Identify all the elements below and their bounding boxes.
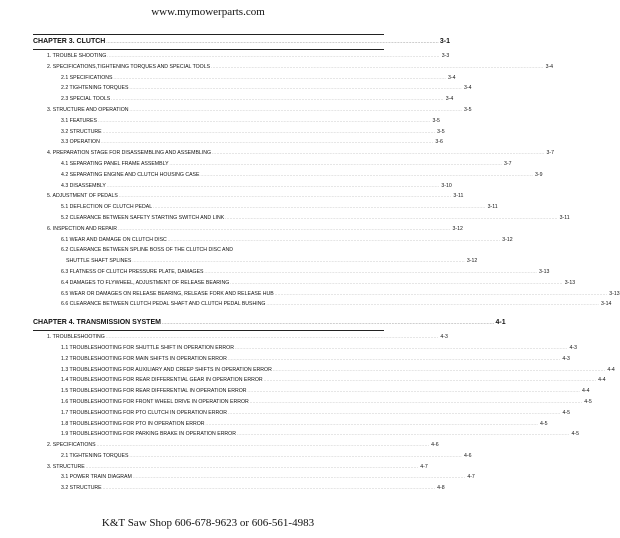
- toc-entry-page-number: 4-6: [463, 452, 472, 459]
- toc-entry[interactable]: [33, 365, 615, 376]
- toc-entry[interactable]: [33, 159, 512, 170]
- toc-entry-page-number: 3-7: [504, 160, 512, 167]
- dot-leader: ............................................................................................................................................................................................................................: [236, 431, 570, 437]
- toc-entry[interactable]: [33, 62, 554, 73]
- toc-entry-page-number: 3-5: [432, 117, 440, 124]
- toc-entry-title: 1.7 TROUBLESHOOTING FOR PTO CLUTCH IN OPERATION ERROR: [61, 409, 228, 416]
- toc-entry-page-number: 4-4: [582, 388, 590, 395]
- toc-entry-title: 4.1 SEPARATING PANEL FRAME ASSEMBLY: [61, 160, 169, 167]
- dot-leader: ............................................................................................................................................................................................................................: [274, 290, 608, 296]
- toc-entry-page-number: 3-7: [546, 150, 555, 157]
- toc-entry-title: 6.4 DAMAGES TO FLYWHEEL, ADJUSTMENT OF RELEASE BEARING: [61, 279, 230, 286]
- dot-leader: ............................................................................................................................................................................................................................: [266, 301, 599, 307]
- dot-leader: ............................................................................................................................................................................................................................: [212, 150, 545, 156]
- dot-leader: ............................................................................................................................................................................................................................: [263, 377, 597, 383]
- toc-entry-page-number: 4-4: [598, 377, 606, 384]
- dot-leader: ............................................................................................................................................................................................................................: [204, 268, 537, 274]
- toc-entry[interactable]: [33, 83, 472, 94]
- toc-entry-page-number: 3-13: [609, 290, 620, 297]
- toc-entry[interactable]: [33, 127, 445, 138]
- toc-entry[interactable]: [33, 191, 464, 202]
- toc-entry-title: 3. STRUCTURE AND OPERATION: [47, 106, 129, 113]
- dot-leader: ............................................................................................................................................................................................................................: [132, 258, 465, 264]
- toc-entry-page-number: 4-3: [569, 344, 577, 351]
- toc-entry-page-number: 3-4: [545, 63, 554, 70]
- chapter-section: [33, 35, 620, 310]
- toc-entry-page-number: 4-7: [467, 474, 475, 481]
- chapter-heading[interactable]: [33, 316, 506, 329]
- dot-leader: ............................................................................................................................................................................................................................: [117, 225, 451, 231]
- dot-leader: ............................................................................................................................................................................................................................: [169, 160, 503, 166]
- dot-leader: ............................................................................................................................................................................................................................: [111, 96, 444, 102]
- toc-entry[interactable]: [33, 73, 456, 84]
- toc-entry-page-number: 4-3: [562, 355, 570, 362]
- toc-entry-title: 2.1 TIGHTENING TORQUES: [61, 452, 129, 459]
- toc-entry[interactable]: [33, 267, 550, 278]
- chapter-heading[interactable]: [33, 35, 450, 48]
- chapter-divider: [33, 49, 384, 50]
- toc-entry-title: 3. STRUCTURE: [47, 463, 85, 470]
- toc-entry[interactable]: [33, 419, 548, 430]
- toc-entry-title: 2. SPECIFICATIONS,TIGHTENING TORQUES AND SPECIAL TOOLS: [47, 63, 211, 70]
- toc-entry-title: SHUTTLE SHAFT SPLINES: [66, 258, 132, 265]
- toc-entry-title: 2.3 SPECIAL TOOLS: [61, 96, 111, 103]
- dot-leader: ............................................................................................................................................................................................................................: [97, 117, 431, 123]
- toc-entry-title: 5. ADJUSTMENT OF PEDALS: [47, 193, 118, 200]
- toc-entry-page-number: 3-10: [441, 182, 452, 189]
- toc-entry-title: 2. SPECIFICATIONS: [47, 442, 96, 449]
- toc-entry[interactable]: [33, 235, 513, 246]
- toc-entry-page-number: 3-12: [502, 236, 513, 243]
- toc-entry-title: 6. INSPECTION AND REPAIR: [47, 225, 117, 232]
- toc-entry-page-number: 3-11: [559, 214, 570, 221]
- toc-entry-page-number: 3-9: [534, 171, 543, 178]
- toc-entry-title: 4.2 SEPARATING ENGINE AND CLUTCH HOUSING CASE: [61, 171, 200, 178]
- toc-entry-page-number: 3-3: [441, 53, 450, 59]
- toc-entry-title: 6.6 CLEARANCE BETWEEN CLUTCH PEDAL SHAFT AND CLUTCH PEDAL BUSHING: [61, 301, 266, 308]
- dot-leader: ............................................................................................................................................................................................................................: [272, 366, 606, 372]
- chapter-title: CHAPTER 4. TRANSMISSION SYSTEM: [33, 319, 161, 327]
- toc-entry-page-number: 3-11: [487, 204, 498, 211]
- toc-entry-page-number: 4-6: [431, 442, 439, 449]
- toc-entry[interactable]: [33, 451, 472, 462]
- dot-leader: ............................................................................................................................................................................................................................: [113, 74, 447, 80]
- toc-entry[interactable]: [33, 105, 472, 116]
- toc-entry-title: 6.5 WEAR OR DAMAGES ON RELEASE BEARING, RELEASE FORK AND RELEASE HUB: [61, 290, 274, 297]
- toc-entry[interactable]: [33, 343, 577, 354]
- toc-entry[interactable]: [33, 332, 448, 343]
- toc-entry-title: 3.3 OPERATION: [61, 139, 100, 146]
- toc-entry-page-number: 4-3: [440, 334, 448, 341]
- toc-entry-title: 1.5 TROUBLESHOOTING FOR REAR DIFFERENTIAL IN OPERATION ERROR: [61, 388, 247, 395]
- toc-entry[interactable]: [33, 429, 579, 440]
- dot-leader: ............................................................................................................................................................................................................................: [106, 182, 440, 188]
- dot-leader: ............................................................................................................................................................................................................................: [161, 320, 495, 326]
- toc-entry-title: 1. TROUBLE SHOOTING: [47, 53, 107, 59]
- dot-leader: ............................................................................................................................................................................................................................: [234, 344, 568, 350]
- toc-entry-title: 6.3 FLATNESS OF CLUTCH PRESSURE PLATE, DAMAGES: [61, 268, 204, 275]
- toc-entry-title: 5.2 CLEARANCE BETWEEN SAFETY STARTING SWITCH AND LINK: [61, 214, 225, 221]
- toc-entry-page-number: 3-13: [564, 279, 576, 286]
- toc-entry-title: 3.1 FEATURES: [61, 117, 97, 124]
- toc-entry-page-number: 4-7: [420, 463, 428, 470]
- toc-entry-page-number: 3-12: [466, 258, 478, 265]
- toc-entry-page-number: 3-6: [435, 139, 443, 146]
- toc-entry[interactable]: [33, 289, 620, 300]
- footer-contact: K&T Saw Shop 606-678-9623 or 606-561-4983: [101, 517, 315, 529]
- dot-leader: ............................................................................................................................................................................................................................: [100, 139, 434, 145]
- toc-entry[interactable]: [33, 51, 450, 62]
- dot-leader: ............................................................................................................................................................................................................................: [118, 193, 452, 199]
- toc-entry-title: 3.1 POWER TRAIN DIAGRAM: [61, 474, 132, 481]
- toc-entry-title: 1.6 TROUBLESHOOTING FOR FRONT WHEEL DRIVE IN OPERATION ERROR: [61, 398, 249, 405]
- dot-leader: ............................................................................................................................................................................................................................: [132, 474, 466, 480]
- toc-entry[interactable]: [33, 354, 570, 365]
- toc-entry[interactable]: [33, 462, 428, 473]
- chapter-page-number: 4-1: [495, 319, 506, 327]
- toc-entry[interactable]: [33, 181, 452, 192]
- toc-entry-page-number: 4-8: [437, 485, 445, 492]
- dot-leader: ............................................................................................................................................................................................................................: [129, 106, 462, 112]
- toc-entry-page-number: 4-4: [607, 366, 615, 373]
- toc-entry[interactable]: [33, 375, 606, 386]
- toc-entry-page-number: 3-14: [600, 301, 612, 308]
- toc-entry[interactable]: [33, 278, 576, 289]
- dot-leader: ............................................................................................................................................................................................................................: [228, 409, 561, 415]
- toc-entry-title: 6.1 WEAR AND DAMAGE ON CLUTCH DISC: [61, 236, 167, 243]
- toc-entry-title: 4.3 DISASSEMBLY: [61, 182, 106, 189]
- toc-entry[interactable]: [33, 440, 439, 451]
- toc-entry-title: 1.4 TROUBLESHOOTING FOR REAR DIFFERENTIAL GEAR IN OPERATION ERROR: [61, 377, 263, 384]
- chapter-divider: [33, 330, 384, 331]
- dot-leader: ............................................................................................................................................................................................................................: [106, 39, 439, 44]
- toc-entry-page-number: 3-5: [437, 128, 445, 135]
- toc-entry-title: 1.2 TROUBLESHOOTING FOR MAIN SHIFTS IN OPERATION ERROR: [61, 355, 227, 362]
- toc-entry-title: 1.3 TROUBLESHOOTING FOR AUXILIARY AND CREEP SHIFTS IN OPERATION ERROR: [61, 366, 272, 373]
- toc-entry-title: 3.2 STRUCTURE: [61, 128, 102, 135]
- toc-entry-page-number: 3-13: [539, 268, 550, 275]
- toc-entry-page-number: 4-5: [540, 420, 548, 427]
- dot-leader: ............................................................................................................................................................................................................................: [153, 204, 486, 210]
- toc-entry[interactable]: [33, 137, 443, 148]
- toc-entry-title: 1.8 TROUBLESHOOTING FOR PTO IN OPERATION ERROR: [61, 420, 205, 427]
- toc-entry[interactable]: [33, 483, 445, 494]
- toc-entry[interactable]: [33, 299, 612, 310]
- toc-entry[interactable]: [33, 472, 475, 483]
- toc-entry[interactable]: [33, 148, 555, 159]
- dot-leader: ............................................................................................................................................................................................................................: [225, 214, 558, 220]
- table-of-contents: [33, 34, 620, 494]
- toc-entry-page-number: 3-4: [448, 74, 456, 81]
- toc-entry-title: 3.2 STRUCTURE: [61, 485, 102, 492]
- dot-leader: ............................................................................................................................................................................................................................: [247, 388, 581, 394]
- toc-entry-page-number: 4-5: [562, 409, 571, 416]
- dot-leader: ............................................................................................................................................................................................................................: [129, 85, 462, 91]
- toc-entry[interactable]: [33, 94, 454, 105]
- dot-leader: ............................................................................................................................................................................................................................: [227, 355, 561, 361]
- dot-leader: ............................................................................................................................................................................................................................: [105, 334, 439, 340]
- chapter-page-number: 3-1: [439, 38, 450, 45]
- dot-leader: ............................................................................................................................................................................................................................: [96, 442, 430, 448]
- toc-entry-title: 6.2 CLEARANCE BETWEEN SPLINE BOSS OF THE CLUTCH DISC AND: [61, 247, 233, 254]
- toc-entry-title: 2.2 TIGHTENING TORQUES: [61, 85, 129, 92]
- toc-entry-title: 5.1 DEFLECTION OF CLUTCH PEDAL: [61, 204, 153, 211]
- toc-entry[interactable]: [33, 170, 543, 181]
- toc-entry-page-number: 3-4: [463, 85, 472, 92]
- toc-entry[interactable]: [33, 116, 440, 127]
- dot-leader: ............................................................................................................................................................................................................................: [230, 279, 563, 285]
- dot-leader: ............................................................................................................................................................................................................................: [85, 463, 419, 469]
- toc-entry[interactable]: [33, 224, 463, 235]
- toc-entry[interactable]: [33, 256, 478, 267]
- toc-entry[interactable]: [33, 408, 571, 419]
- toc-entry[interactable]: [33, 213, 570, 224]
- toc-entry-title: 1. TROUBLESHOOTING: [47, 334, 105, 341]
- toc-entry-page-number: 4-5: [584, 398, 592, 405]
- toc-entry-title: 4. PREPARATION STAGE FOR DISASSEMBLING AND ASSEMBLING: [47, 150, 212, 157]
- toc-entry[interactable]: [33, 397, 592, 408]
- dot-leader: ............................................................................................................................................................................................................................: [107, 53, 440, 58]
- chapter-title: CHAPTER 3. CLUTCH: [33, 38, 106, 45]
- dot-leader: ............................................................................................................................................................................................................................: [200, 171, 533, 177]
- dot-leader: ............................................................................................................................................................................................................................: [129, 452, 462, 458]
- dot-leader: ............................................................................................................................................................................................................................: [249, 398, 583, 404]
- toc-entry-page-number: 4-5: [571, 431, 579, 438]
- toc-entry-page-number: 3-11: [453, 193, 464, 200]
- toc-entry-title: 2.1 SPECIFICATIONS: [61, 74, 113, 81]
- toc-entry[interactable]: [33, 386, 590, 397]
- toc-entry[interactable]: [33, 202, 498, 213]
- toc-entry-page-number: 3-12: [452, 225, 463, 232]
- toc-entry-page-number: 3-4: [445, 96, 454, 103]
- dot-leader: ............................................................................................................................................................................................................................: [102, 485, 436, 491]
- header-url: www.mymowerparts.com: [151, 6, 265, 18]
- toc-entry-page-number: 3-5: [463, 106, 472, 113]
- toc-entry-title: 1.1 TROUBLESHOOTING FOR SHUTTLE SHIFT IN OPERATION ERROR: [61, 344, 234, 351]
- dot-leader: ............................................................................................................................................................................................................................: [211, 63, 544, 69]
- chapter-section: [33, 310, 615, 494]
- toc-entry[interactable]: [33, 245, 384, 256]
- dot-leader: ............................................................................................................................................................................................................................: [102, 128, 436, 134]
- dot-leader: ............................................................................................................................................................................................................................: [205, 420, 539, 426]
- dot-leader: ............................................................................................................................................................................................................................: [167, 236, 501, 242]
- toc-entry-title: 1.9 TROUBLESHOOTING FOR PARKING BRAKE IN OPERATION ERROR: [61, 431, 236, 438]
